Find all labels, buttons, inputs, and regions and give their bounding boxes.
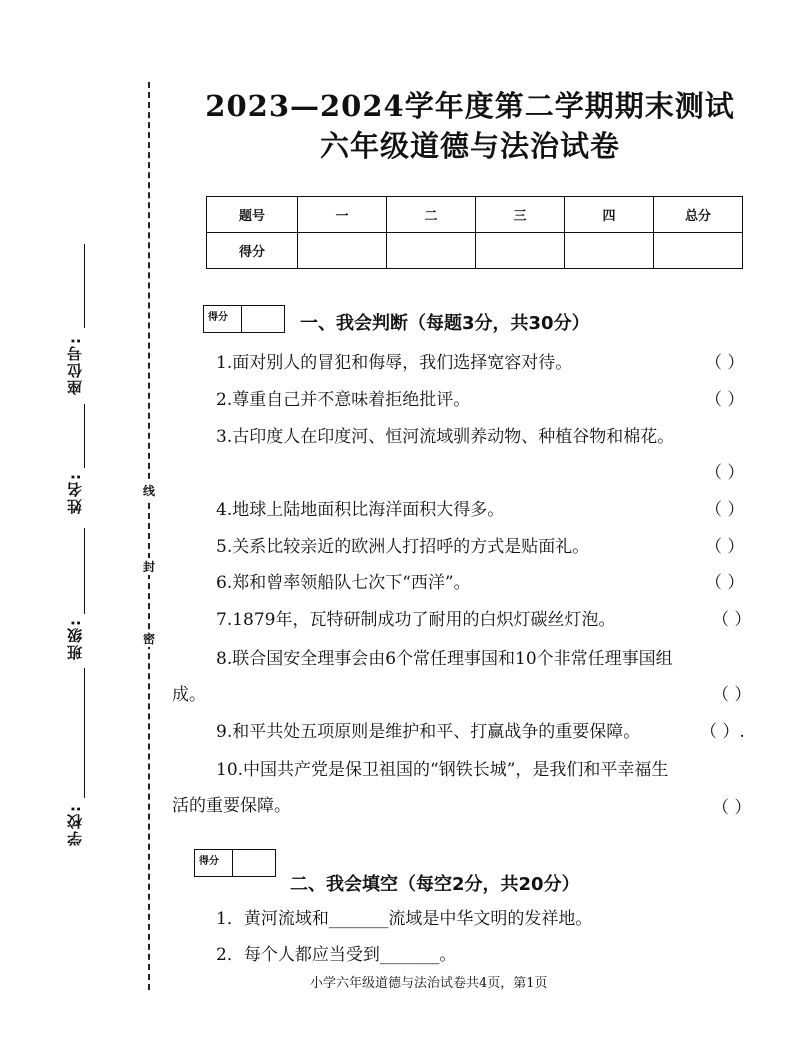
section1-score-box xyxy=(203,305,285,333)
exam-title: 2023—2024学年度第二学期期末测试 xyxy=(205,89,735,123)
header-cell-number: 题号 xyxy=(207,197,298,233)
q4-answer[interactable]: （ ） xyxy=(705,500,745,520)
q5-answer[interactable]: （ ） xyxy=(705,537,745,557)
seat-name-divider xyxy=(84,404,85,468)
binding-dashed-line xyxy=(148,82,150,990)
q10-answer[interactable]: （ ） xyxy=(712,798,752,818)
q9-answer[interactable]: （ ）. xyxy=(700,722,745,742)
fill2-text[interactable]: 2．每个人都应当受到_______。 xyxy=(216,945,457,965)
score-cell-3[interactable] xyxy=(476,233,565,269)
score-cell-2[interactable] xyxy=(387,233,476,269)
header-cell-total: 总分 xyxy=(654,197,743,233)
q9-text: 9.和平共处五项原则是维护和平、打赢战争的重要保障。 xyxy=(216,722,641,742)
q3-text: 3.古印度人在印度河、恒河流域驯养动物、种植谷物和棉花。 xyxy=(216,427,675,447)
header-cell-3: 三 xyxy=(476,197,565,233)
header-cell-4: 四 xyxy=(565,197,654,233)
seal-char-line: 线 xyxy=(140,482,158,499)
q10-text-cont: 活的重要保障。 xyxy=(172,796,291,816)
name-label: 姓名: xyxy=(66,472,84,514)
q7-answer[interactable]: （ ） xyxy=(712,610,752,630)
q5-text: 5.关系比较亲近的欧洲人打招呼的方式是贴面礼。 xyxy=(216,537,590,557)
q1-text: 1.面对别人的冒犯和侮辱，我们选择宽容对待。 xyxy=(216,353,573,373)
score-cell-1[interactable] xyxy=(298,233,387,269)
seal-char-seal: 封 xyxy=(140,558,158,575)
q8-text-cont: 成。 xyxy=(172,685,206,705)
section1-score-blank[interactable] xyxy=(242,306,284,332)
section1-title: 一、我会判断（每题3分，共30分） xyxy=(300,313,590,334)
score-table-score-row xyxy=(207,233,743,269)
section1-score-label: 得分 xyxy=(204,306,242,332)
header-cell-1: 一 xyxy=(298,197,387,233)
seat-underline xyxy=(84,244,85,328)
school-label: 学校: xyxy=(66,804,84,846)
score-cell-total[interactable] xyxy=(654,233,743,269)
q6-answer[interactable]: （ ） xyxy=(705,573,745,593)
q8-answer[interactable]: （ ） xyxy=(712,685,752,705)
section2-score-box xyxy=(194,849,276,877)
section2-score-blank[interactable] xyxy=(233,850,275,876)
seal-char-secret: 密 xyxy=(140,630,158,647)
q3-answer[interactable]: （ ） xyxy=(705,463,745,483)
score-row-label: 得分 xyxy=(207,233,298,269)
section2-score-label: 得分 xyxy=(195,850,233,876)
q1-answer[interactable]: （ ） xyxy=(705,353,745,373)
q7-text: 7.1879年，瓦特研制成功了耐用的白炽灯碳丝灯泡。 xyxy=(216,610,616,630)
seat-label: 座位号: xyxy=(66,336,84,395)
score-cell-4[interactable] xyxy=(565,233,654,269)
header-cell-2: 二 xyxy=(387,197,476,233)
exam-subtitle: 六年级道德与法治试卷 xyxy=(319,129,620,163)
score-table-header-row xyxy=(207,197,743,233)
q2-text: 2.尊重自己并不意味着拒绝批评。 xyxy=(216,390,471,410)
class-label: 班级: xyxy=(66,618,84,660)
q2-answer[interactable]: （ ） xyxy=(705,390,745,410)
fill1-text[interactable]: 1．黄河流域和_______流域是中华文明的发祥地。 xyxy=(216,909,593,929)
class-underline xyxy=(84,668,85,798)
q4-text: 4.地球上陆地面积比海洋面积大得多。 xyxy=(216,500,505,520)
name-underline xyxy=(84,528,85,614)
page-footer: 小学六年级道德与法治试卷共4页，第1页 xyxy=(310,976,548,991)
q8-text: 8.联合国安全理事会由6个常任理事国和10个非常任理事国组 xyxy=(216,649,673,669)
q6-text: 6.郑和曾率领船队七次下“西洋”。 xyxy=(216,573,471,593)
q10-text: 10.中国共产党是保卫祖国的“钢铁长城”，是我们和平幸福生 xyxy=(216,760,669,780)
score-table xyxy=(206,196,743,269)
section2-title: 二、我会填空（每空2分，共20分） xyxy=(290,874,580,895)
